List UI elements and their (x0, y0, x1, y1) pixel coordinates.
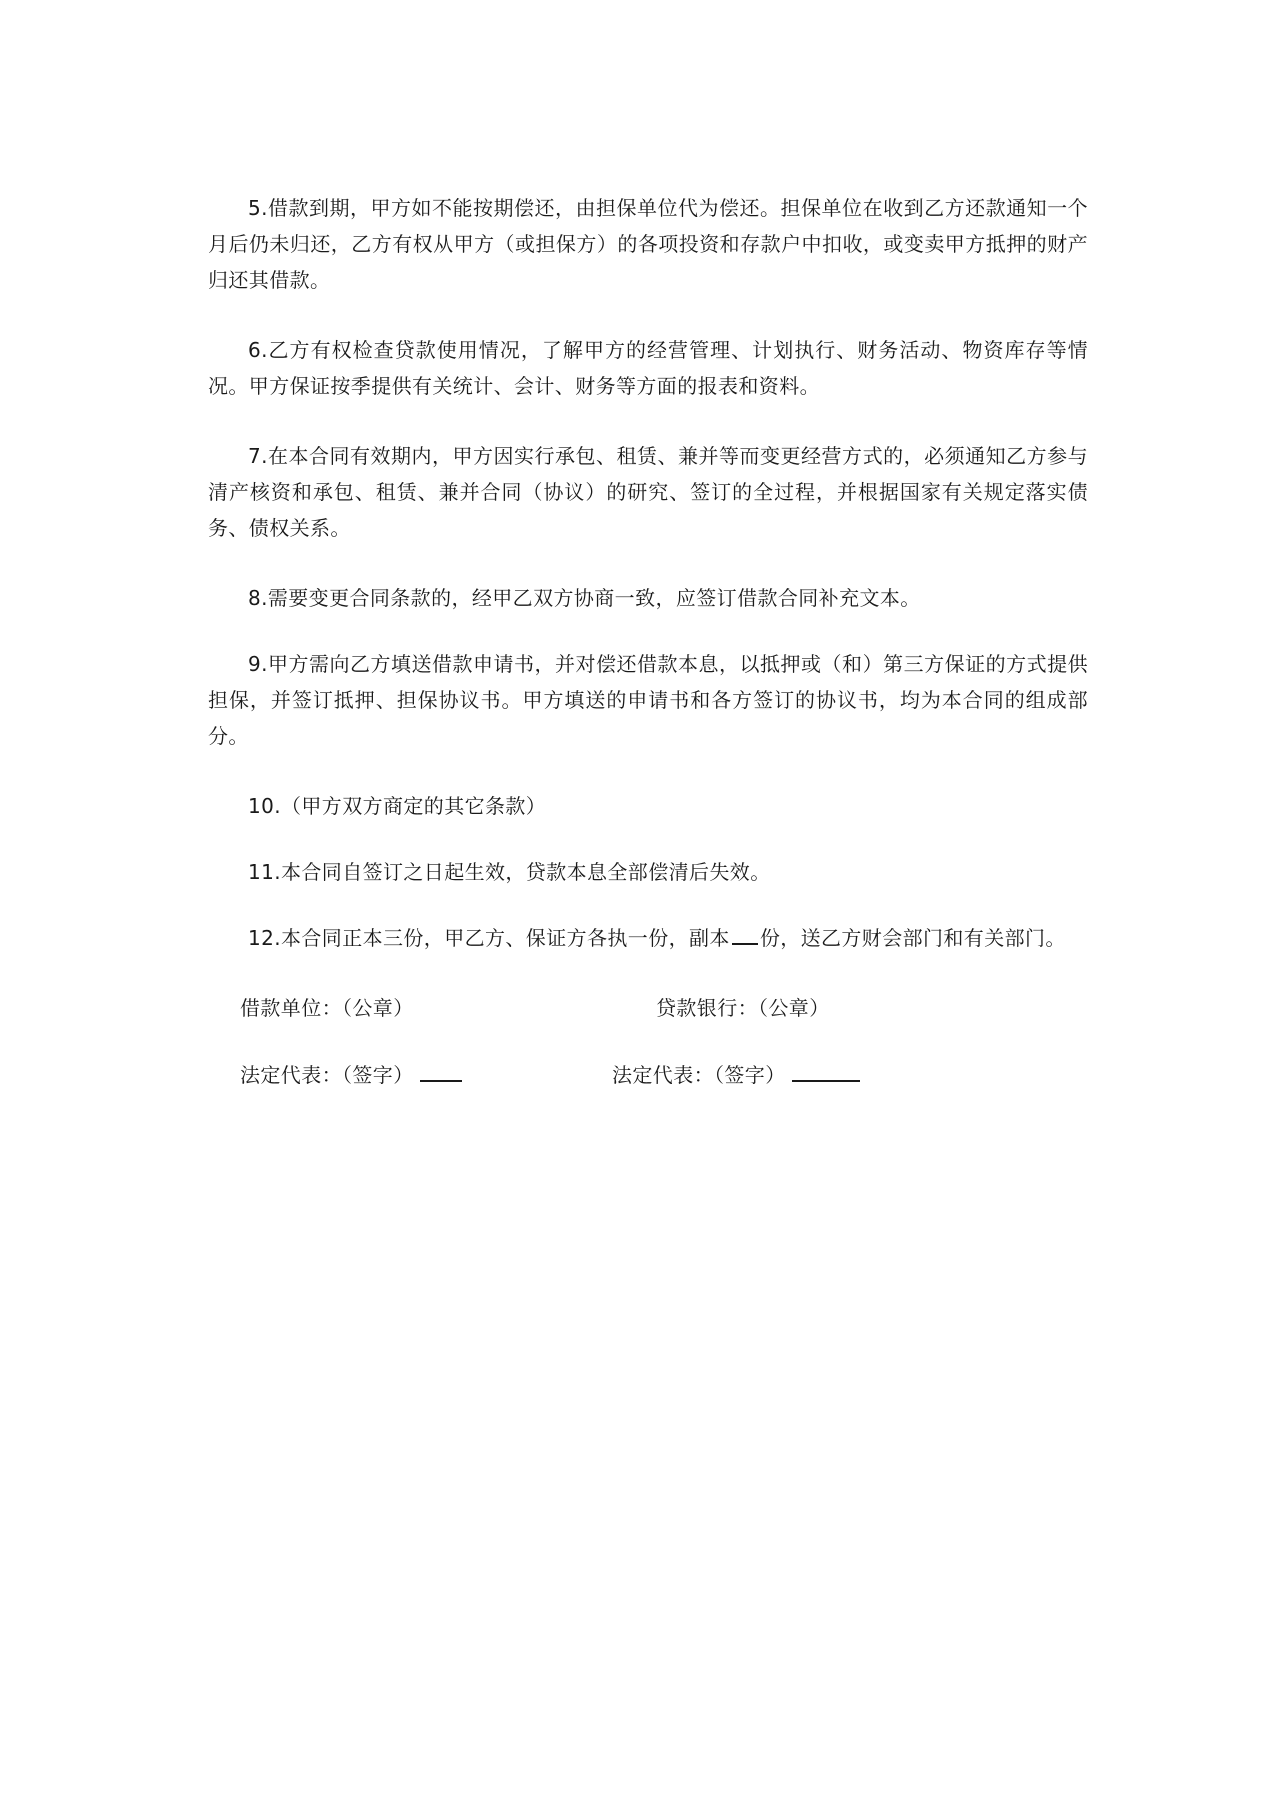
seal-row (208, 990, 1088, 1026)
representative-row (208, 1056, 1088, 1092)
lender-rep-label: 法定代表：（签字） (612, 1063, 786, 1087)
borrower-signature-line (420, 1056, 462, 1082)
contract-body (208, 190, 1088, 1092)
clause-5: 5.借款到期，甲方如不能按期偿还，由担保单位代为偿还。担保单位在收到乙方还款通知一个月后仍未归还，乙方有权从甲方（或担保方）的各项投资和存款户中扣收，或变卖甲方抵押的财产归还其借款。 (208, 196, 1088, 292)
clause-9: 9.甲方需向乙方填送借款申请书，并对偿还借款本息，以抵押或（和）第三方保证的方式提供担保，并签订抵押、担保协议书。甲方填送的申请书和各方签订的协议书，均为本合同的组成部分。 (208, 652, 1088, 748)
borrower-rep-label: 法定代表：（签字） (240, 1063, 414, 1087)
clause-12-text-after: 份，送乙方财会部门和有关部门。 (759, 926, 1066, 950)
borrower-representative (240, 1056, 462, 1093)
clause-8: 8.需要变更合同条款的，经甲乙双方协商一致，应签订借款合同补充文本。 (248, 586, 921, 610)
clause-11: 11.本合同自签订之日起生效，贷款本息全部偿清后失效。 (248, 860, 771, 884)
lender-bank-seal-label: 贷款银行：（公章） (656, 996, 830, 1020)
clause-12 (208, 920, 1088, 956)
clause-7: 7.在本合同有效期内，甲方因实行承包、租赁、兼并等而变更经营方式的，必须通知乙方参与清产核资和承包、租赁、兼并合同（协议）的研究、签订的全过程，并根据国家有关规定落实债务、债权关系。 (208, 444, 1088, 540)
clause-12-text-before: 12.本合同正本三份，甲乙方、保证方各执一份，副本 (248, 926, 730, 950)
clause-6: 6.乙方有权检查贷款使用情况，了解甲方的经营管理、计划执行、财务活动、物资库存等情况。甲方保证按季提供有关统计、会计、财务等方面的报表和资料。 (208, 338, 1088, 398)
clause-10: 10.（甲方双方商定的其它条款） (248, 794, 547, 818)
lender-representative (612, 1056, 860, 1093)
copies-blank (732, 923, 758, 945)
borrower-unit-seal-label: 借款单位：（公章） (240, 996, 414, 1020)
lender-signature-line (792, 1056, 860, 1082)
